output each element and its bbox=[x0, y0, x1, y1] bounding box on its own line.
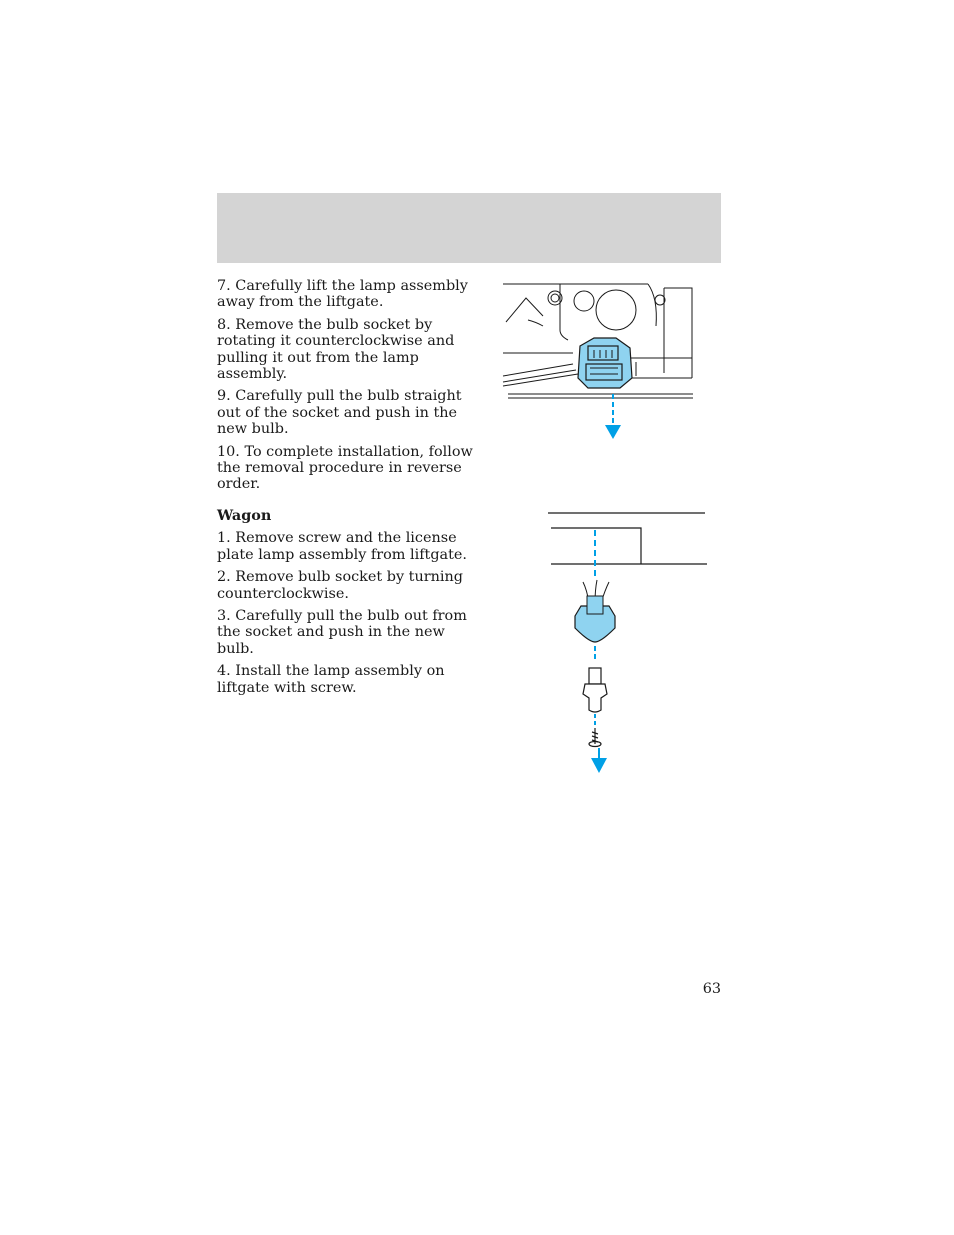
lamp-socket-illustration bbox=[498, 278, 698, 443]
step-10: 10. To complete installation, follow the removal procedure in reverse order. bbox=[217, 443, 473, 493]
wagon-step-1: 1. Remove screw and the license plate lamp assembly from liftgate. bbox=[217, 530, 467, 563]
wagon-step-2: 2. Remove bulb socket by turning counterclockwise. bbox=[217, 569, 463, 602]
wagon-lamp-exploded-illustration bbox=[545, 508, 710, 778]
section-title-wagon: Wagon bbox=[217, 507, 272, 524]
page-number: 63 bbox=[702, 981, 721, 997]
screw-icon bbox=[589, 728, 601, 747]
wagon-step-4: 4. Install the lamp assembly on liftgate with screw. bbox=[217, 663, 445, 696]
step-9: 9. Carefully pull the bulb straight out of the socket and push in the new bulb. bbox=[217, 388, 462, 438]
header-band bbox=[217, 193, 721, 263]
steps-section-1 bbox=[217, 278, 497, 499]
wagon-step-3: 3. Carefully pull the bulb out from the socket and push in the new bulb. bbox=[217, 608, 467, 657]
step-7: 7. Carefully lift the lamp assembly away from the liftgate. bbox=[217, 278, 468, 311]
step-8: 8. Remove the bulb socket by rotating it counterclockwise and pulling it out from the lamp assembly. bbox=[217, 316, 455, 383]
steps-section-wagon bbox=[217, 508, 497, 702]
bulb-icon bbox=[583, 668, 607, 712]
